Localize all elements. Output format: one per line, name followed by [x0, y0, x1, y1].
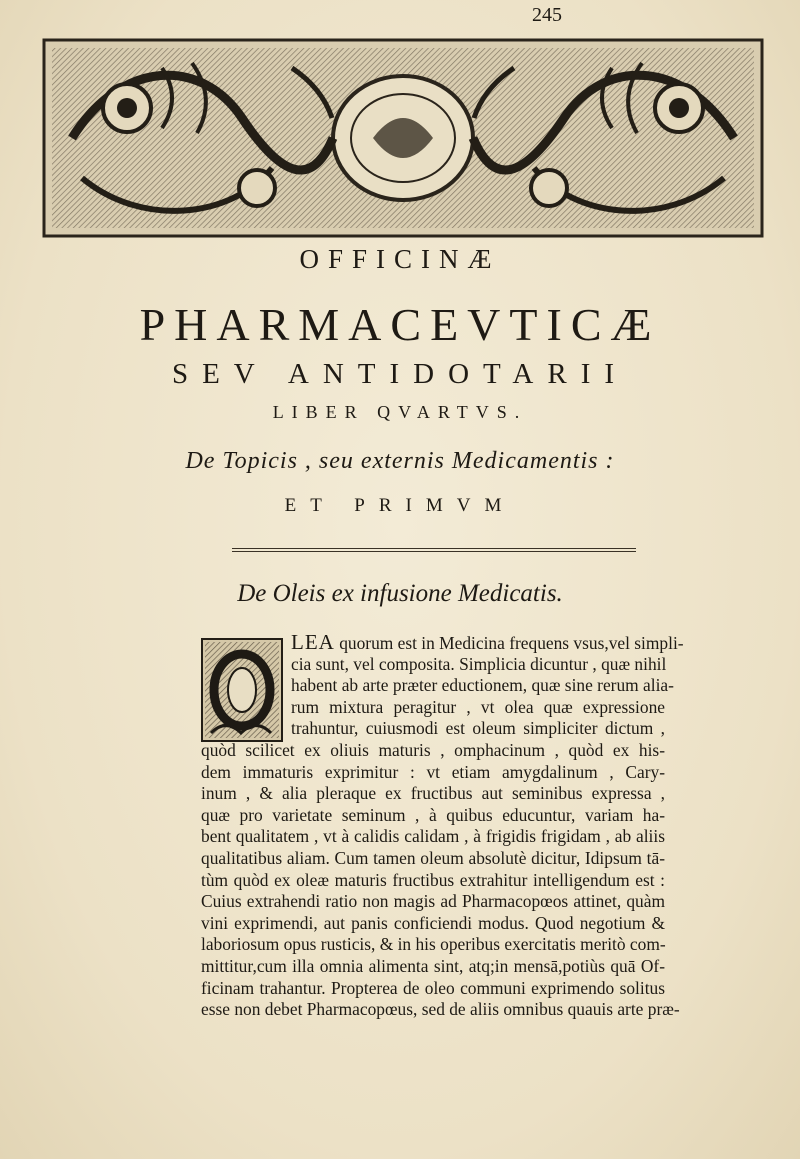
body-line: esse non debet Pharmacopœus, sed de aliis omnibus quauis arte præ- [201, 999, 680, 1020]
title-officinae: OFFICINÆ [299, 244, 501, 274]
initial-word: LEA [291, 630, 335, 654]
body-line: quòd scilicet ex oliuis maturis , omphacinum , quòd ex his- [201, 739, 665, 760]
body-line: ficinam trahantur. Propterea de oleo communi exprimendo solitus [201, 977, 665, 998]
body-line: Cuius extrahendi ratio non magis ad Pharmacopœos attinet, quàm [201, 891, 665, 912]
body-line: bent qualitatem , vt à calidis calidam , à frigidis frigidam , ab aliis [201, 826, 665, 847]
title-antidotarii: SEV ANTIDOTARII [171, 358, 629, 390]
title-pharmaceuticae: PHARMACEVTICÆ [139, 299, 661, 350]
body-line: habent ab arte præter eductionem, quæ sine rerum alia- [291, 675, 674, 696]
body-line: tùm quòd ex oleæ maturis fructibus extrahitur intelligendum est : [201, 869, 665, 890]
section-title: De Oleis ex infusione Medicatis. [237, 580, 563, 607]
body-line: rum mixtura peragitur , vt olea quæ expressione [291, 696, 665, 717]
page-number: 245 [532, 4, 562, 26]
body-line: inum , & alia pleraque ex fructibus aut seminibus expressa , [201, 783, 665, 804]
title-de-topicis: De Topicis , seu externis Medicamentis : [185, 448, 615, 474]
body-line: cia sunt, vel composita. Simplicia dicuntur , quæ nihil [291, 653, 667, 674]
title-et-primum: ET PRIMVM [284, 495, 516, 516]
body-line: dem immaturis exprimitur : vt etiam amygdalinum , Cary- [201, 761, 665, 782]
body-line: vini exprimendi, aut panis conficiendi modus. Quod negotium & [201, 912, 665, 933]
body-line: trahuntur, cuiusmodi est oleum simpliciter dictum , [291, 718, 665, 739]
ornamental-header-icon [42, 38, 764, 238]
body-line: qualitatibus aliam. Cum tamen oleum absolutè dicitur, Idipsum tā- [201, 847, 665, 868]
body-line: mittitur,cum illa omnia alimenta sint, atq;in mensā,potiùs quā Of- [201, 955, 665, 976]
body-text [201, 630, 684, 1021]
divider-rule [232, 548, 636, 552]
body-line: quæ pro varietate seminum , à quibus educuntur, variam ha- [201, 804, 665, 825]
body-line: laboriosum opus rusticis, & in his operibus exercitatis meritò com- [201, 934, 666, 955]
title-liber-quartus: LIBER QVARTVS. [272, 402, 528, 422]
body-line: LEA quorum est in Medicina frequens vsus,vel simpli- [291, 630, 684, 654]
